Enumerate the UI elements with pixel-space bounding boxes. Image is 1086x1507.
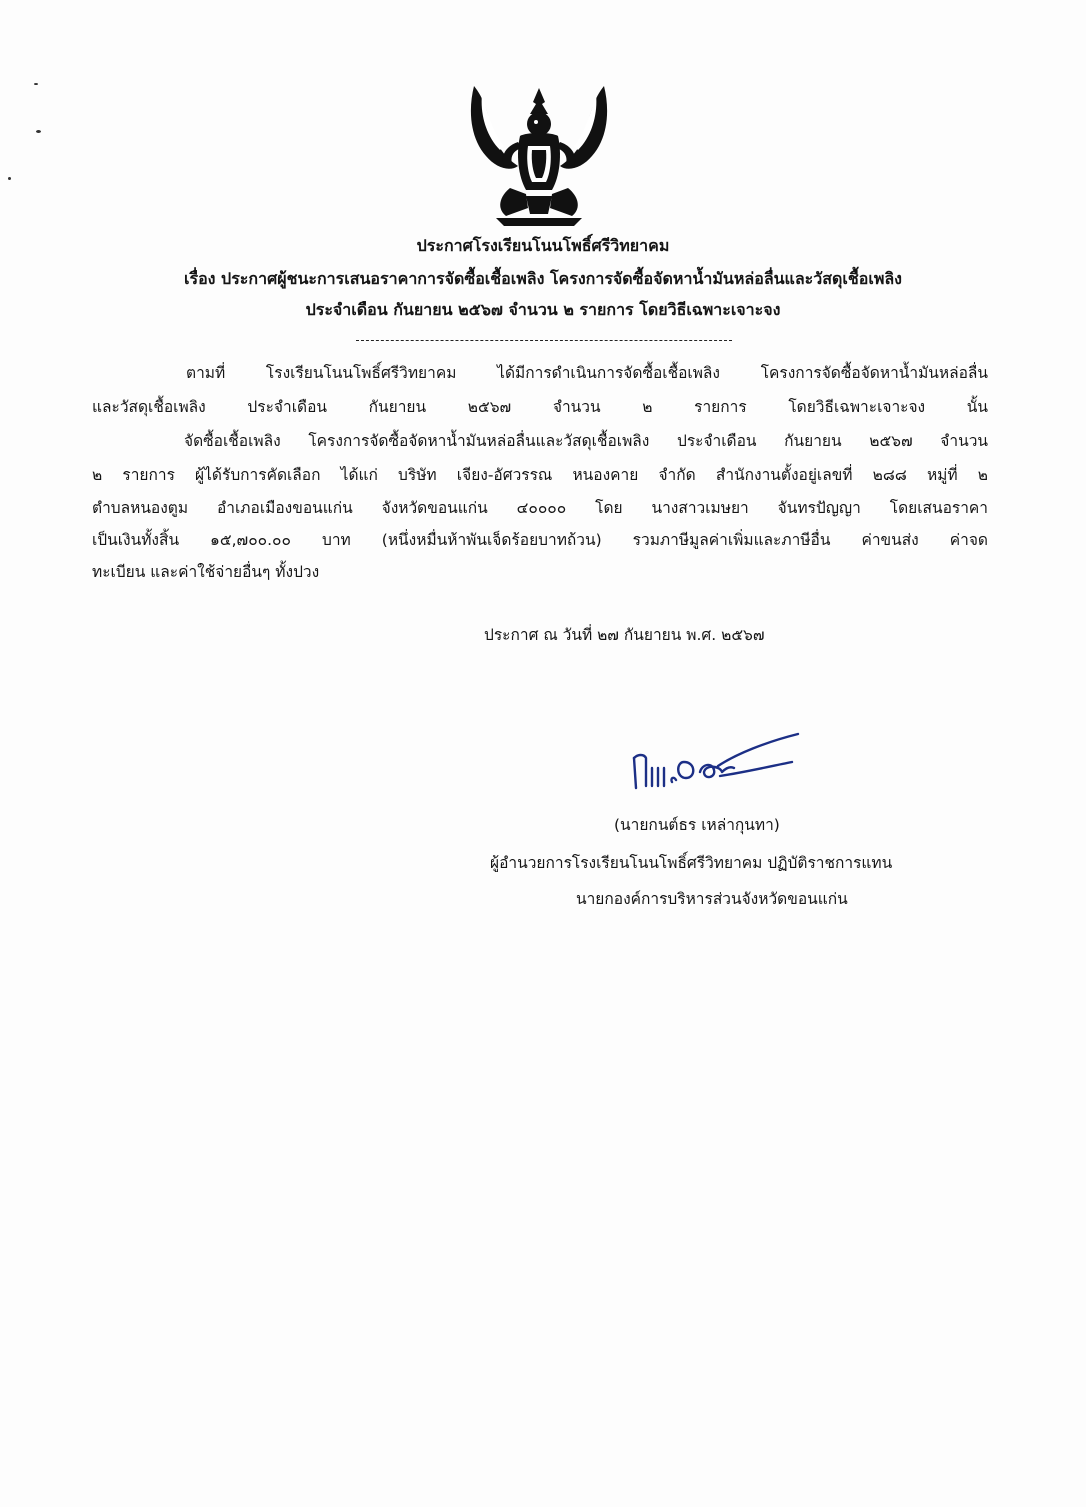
body-line: ตำบลหนองตูม อำเภอเมืองขอนแก่น จังหวัดขอนแก่น ๔๐๐๐๐ โดย นางสาวเมษยา จันทรปัญญา โดยเสนอราคา: [92, 499, 988, 517]
announcement-detail: ประจำเดือน กันยายน ๒๕๖๗ จำนวน ๒ รายการ โดยวิธีเฉพาะเจาะจง: [305, 300, 781, 319]
scan-speck: [36, 130, 41, 133]
body-line: ทะเบียน และค่าใช้จ่ายอื่นๆ ทั้งปวง: [92, 563, 320, 581]
body-line: ตามที่ โรงเรียนโนนโพธิ์ศรีวิทยาคม ได้มีการดำเนินการจัดซื้อเชื้อเพลิง โครงการจัดซื้อจัดหาน้ำมันหล่อลื่น: [186, 364, 988, 382]
signatory-position: ผู้อำนวยการโรงเรียนโนนโพธิ์ศรีวิทยาคม ปฏิบัติราชการแทน: [490, 854, 893, 872]
signatory-name: (นายกนต์ธร เหล่ากุนทา): [614, 816, 780, 834]
signatory-on-behalf-of: นายกองค์การบริหารส่วนจังหวัดขอนแก่น: [576, 890, 848, 908]
garuda-emblem-icon: [466, 80, 612, 230]
scan-speck: [34, 83, 38, 85]
scan-speck: [8, 177, 11, 180]
body-line: และวัสดุเชื้อเพลิง ประจำเดือน กันยายน ๒๕๖๗ จำนวน ๒ รายการ โดยวิธีเฉพาะเจาะจง นั้น: [92, 398, 988, 416]
body-line: ๒ รายการ ผู้ได้รับการคัดเลือก ได้แก่ บริษัท เจียง-อัศวรรณ หนองคาย จำกัด สำนักงานตั้งอยู่เลขที่ ๒๘๘ หมู่ที่ ๒: [92, 466, 988, 484]
body-line: จัดซื้อเชื้อเพลิง โครงการจัดซื้อจัดหาน้ำมันหล่อลื่นและวัสดุเชื้อเพลิง ประจำเดือน กันยายน ๒๕๖๗ จำนวน: [184, 432, 988, 450]
handwritten-signature: [626, 728, 806, 798]
announcement-date: ประกาศ ณ วันที่ ๒๗ กันยายน พ.ศ. ๒๕๖๗: [484, 626, 765, 644]
announcement-subject: เรื่อง ประกาศผู้ชนะการเสนอราคาการจัดซื้อเชื้อเพลิง โครงการจัดซื้อจัดหาน้ำมันหล่อลื่นและวัสดุเชื้อเพลิง: [184, 269, 902, 288]
body-line: เป็นเงินทั้งสิ้น ๑๕,๗๐๐.๐๐ บาท (หนึ่งหมื่นห้าพันเจ็ดร้อยบาทถ้วน) รวมภาษีมูลค่าเพิ่มและภาษีอื่น ค่าขนส่ง ค่าจด: [92, 531, 988, 549]
header-divider: [356, 340, 732, 341]
announcement-title: ประกาศโรงเรียนโนนโพธิ์ศรีวิทยาคม: [416, 236, 670, 255]
